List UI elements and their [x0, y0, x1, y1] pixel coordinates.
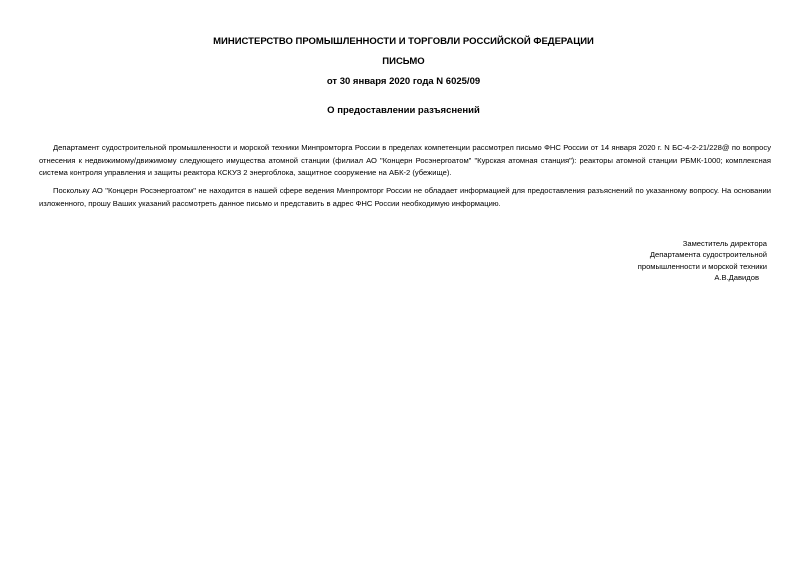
body-paragraph: Поскольку АО "Концерн Росэнергоатом" не находится в нашей сфере ведения Минпромторг России не обладает информацией для предоставления разъяснений по указанному вопросу. На основании изложенного, прошу Ваших указаний рассмотреть данное письмо и представить в адрес ФНС России необходимую информацию.	[39, 186, 771, 208]
ministry-title: МИНИСТЕРСТВО ПРОМЫШЛЕННОСТИ И ТОРГОВЛИ РОССИЙСКОЙ ФЕДЕРАЦИИ	[213, 36, 594, 47]
signer-name: А.В.Давидов	[714, 273, 759, 283]
signer-position-line: промышленности и морской техники	[637, 261, 767, 271]
document-subject: О предоставлении разъяснений	[327, 105, 480, 116]
document-date-number: от 30 января 2020 года N 6025/09	[326, 76, 481, 87]
signer-position-line: Департамента судостроительной	[649, 250, 767, 260]
body-paragraph: Департамент судостроительной промышленности и морской техники Минпромторга России в пределах компетенции рассмотрел письмо ФНС России от 14 января 2020 г. N БС-4-2-21/228@ по вопросу отнесения к недвижимому/движимому следующего имущества атомной станции (филиал АО "Концерн Росэнергоатом" "Курская атомная станция"): реакторы атомной станции РБМК-1000; комплексная система контроля управления и защиты реактора КСКУЗ 2 энергоблока, защитное сооружение на АБК-2 (убежище).	[39, 143, 771, 177]
signer-position-line: Заместитель директора	[682, 239, 767, 248]
document-type: ПИСЬМО	[382, 56, 425, 67]
signature-block	[638, 238, 767, 284]
